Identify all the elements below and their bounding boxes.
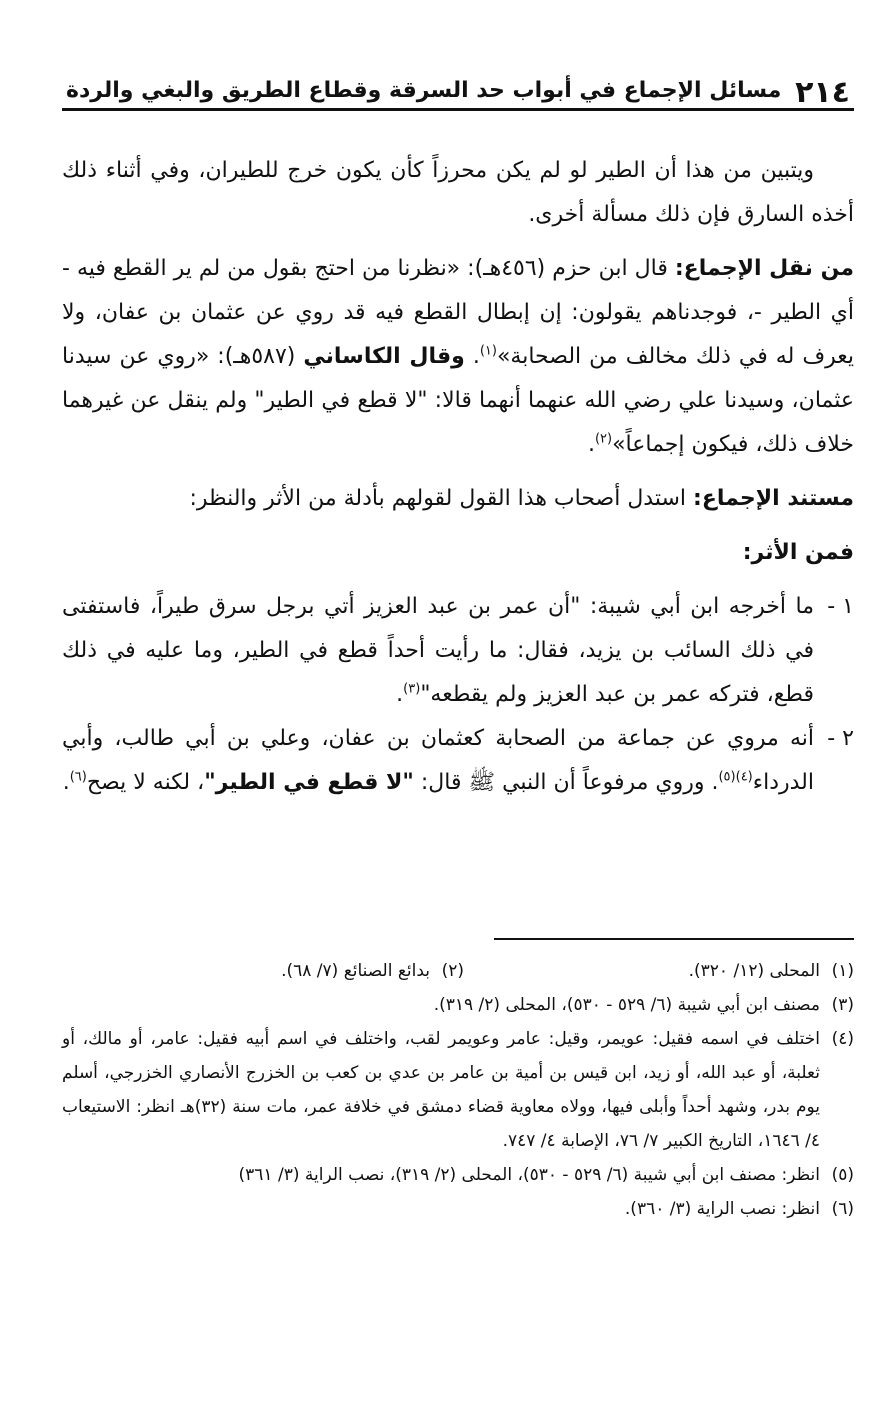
punctuation: . — [62, 770, 70, 795]
footnote-ref-6[interactable]: (٦) — [69, 769, 87, 785]
footnote-ref-4-5[interactable]: (٤)(٥) — [718, 769, 753, 785]
main-text — [62, 149, 854, 805]
footnote-number: (٦) — [831, 1199, 854, 1219]
kasani-label: وقال الكاساني — [303, 344, 465, 369]
paragraph-ijma-basis — [62, 477, 854, 521]
footnote-text: بدائع الصنائع (٧/ ٦٨). — [281, 961, 430, 981]
footnote-6 — [62, 1192, 854, 1226]
list-number: ١ - — [827, 594, 854, 619]
footnote-ref-3[interactable]: (٣) — [403, 681, 421, 697]
item-2-text: أنه مروي عن جماعة من الصحابة كعثمان بن عفان، وعلي بن أبي طالب، وأبي الدرداء — [62, 726, 814, 795]
page-number: ٢١٤ — [795, 75, 850, 110]
subheading-athar: فمن الأثر: — [742, 540, 854, 565]
footnote-text: انظر: مصنف ابن أبي شيبة (٦/ ٥٢٩ - ٥٣٠)، المحلى (٢/ ٣١٩)، نصب الراية (٣/ ٣٦١) — [238, 1165, 820, 1185]
footnote-5 — [62, 1158, 854, 1192]
ibn-hazm-quote: قال ابن حزم (٤٥٦هـ): «نظرنا من احتج بقول من لم ير القطع فيه - أي الطير -، فوجدناهم يقولون: إن إبطال القطع فيه قد روي عن عثمان بن عفان، ولا يعرف له في ذلك مخالف من الصحابة» — [62, 256, 854, 369]
list-text — [62, 717, 814, 805]
item-1-text: ما أخرجه ابن أبي شيبة: "أن عمر بن عبد العزيز أتي برجل سرق طيراً، فاستفتى في ذلك السائب بن يزيد، فقال: ما رأيت أحداً قطع في الطير، وما عليه في ذلك قطع، فتركه عمر بن عبد العزيز ولم يقطعه" — [62, 594, 814, 707]
footnote-1 — [464, 954, 854, 988]
evidence-item-2 — [62, 717, 854, 805]
item-2-text-c: ، لكنه لا يصح — [86, 770, 205, 795]
punctuation: . — [396, 682, 404, 707]
footnote-number: (٢) — [441, 961, 464, 981]
footnotes — [62, 954, 854, 1226]
kasani-quote: (٥٨٧هـ): «روي عن سيدنا عثمان، وسيدنا علي رضي الله عنهما أنهما قالا: "لا قطع في الطير" ولم ينقل عن غيرهما خلاف ذلك، فيكون إجماعاً» — [62, 344, 854, 457]
list-text — [62, 585, 814, 717]
footnote-text: مصنف ابن أبي شيبة (٦/ ٥٢٩ - ٥٣٠)، المحلى (٢/ ٣١٩). — [433, 995, 820, 1015]
page-header — [62, 58, 854, 111]
punctuation: . — [587, 432, 595, 457]
footnote-text: انظر: نصب الراية (٣/ ٣٦٠). — [624, 1199, 820, 1219]
footnote-divider — [494, 938, 854, 940]
footnote-ref-1[interactable]: (١) — [479, 343, 497, 359]
list-number: ٢ - — [827, 726, 854, 751]
footnote-text: اختلف في اسمه فقيل: عويمر، وقيل: عامر وعويمر لقب، واختلف في اسم أبيه فقيل: عامر، أو مالك، أو ثعلبة، أو عبد الله، أو زيد، ابن قيس بن أمية بن عامر بن عدي بن كعب بن الخزرج الأنصاري الخزرجي، أسلم يوم بدر، وشهد أحداً وأبلى فيها، وولاه معاوية قضاء دمشق في خلافة عمر، مات سنة (٣٢)هـ انظر: الاستيعاب ٤/ ١٦٤٦، التاريخ الكبير ٧/ ٧٦، الإصابة ٤/ ٧٤٧. — [62, 1029, 820, 1151]
paragraph-ijma-transmission — [62, 247, 854, 467]
footnote-row-1-2 — [62, 954, 854, 988]
footnote-number: (٣) — [831, 995, 854, 1015]
section-label-basis: مستند الإجماع: — [693, 486, 854, 511]
hadith-text: "لا قطع في الطير" — [204, 770, 414, 795]
section-label-transmission: من نقل الإجماع: — [674, 256, 855, 281]
book-page — [62, 58, 854, 1358]
footnote-number: (٥) — [831, 1165, 854, 1185]
evidence-item-1 — [62, 585, 854, 717]
footnote-text: المحلى (١٢/ ٣٢٠). — [688, 961, 820, 981]
footnote-2 — [74, 954, 464, 988]
footnote-3 — [62, 988, 854, 1022]
paragraph-1: ويتبين من هذا أن الطير لو لم يكن محرزاً كأن يكون خرج للطيران، وفي أثناء ذلك أخذه السارق فإن ذلك مسألة أخرى. — [62, 158, 854, 227]
punctuation: . — [464, 344, 480, 369]
item-2-text-b: . وروي مرفوعاً أن النبي ﷺ قال: — [413, 770, 719, 795]
footnote-number: (٤) — [831, 1029, 854, 1049]
footnote-4 — [62, 1022, 854, 1158]
footnote-number: (١) — [831, 961, 854, 981]
footnote-ref-2[interactable]: (٢) — [594, 431, 613, 447]
running-title: مسائل الإجماع في أبواب حد السرقة وقطاع الطريق والبغي والردة — [66, 77, 782, 103]
basis-text: استدل أصحاب هذا القول لقولهم بأدلة من الأثر والنظر: — [189, 486, 694, 511]
